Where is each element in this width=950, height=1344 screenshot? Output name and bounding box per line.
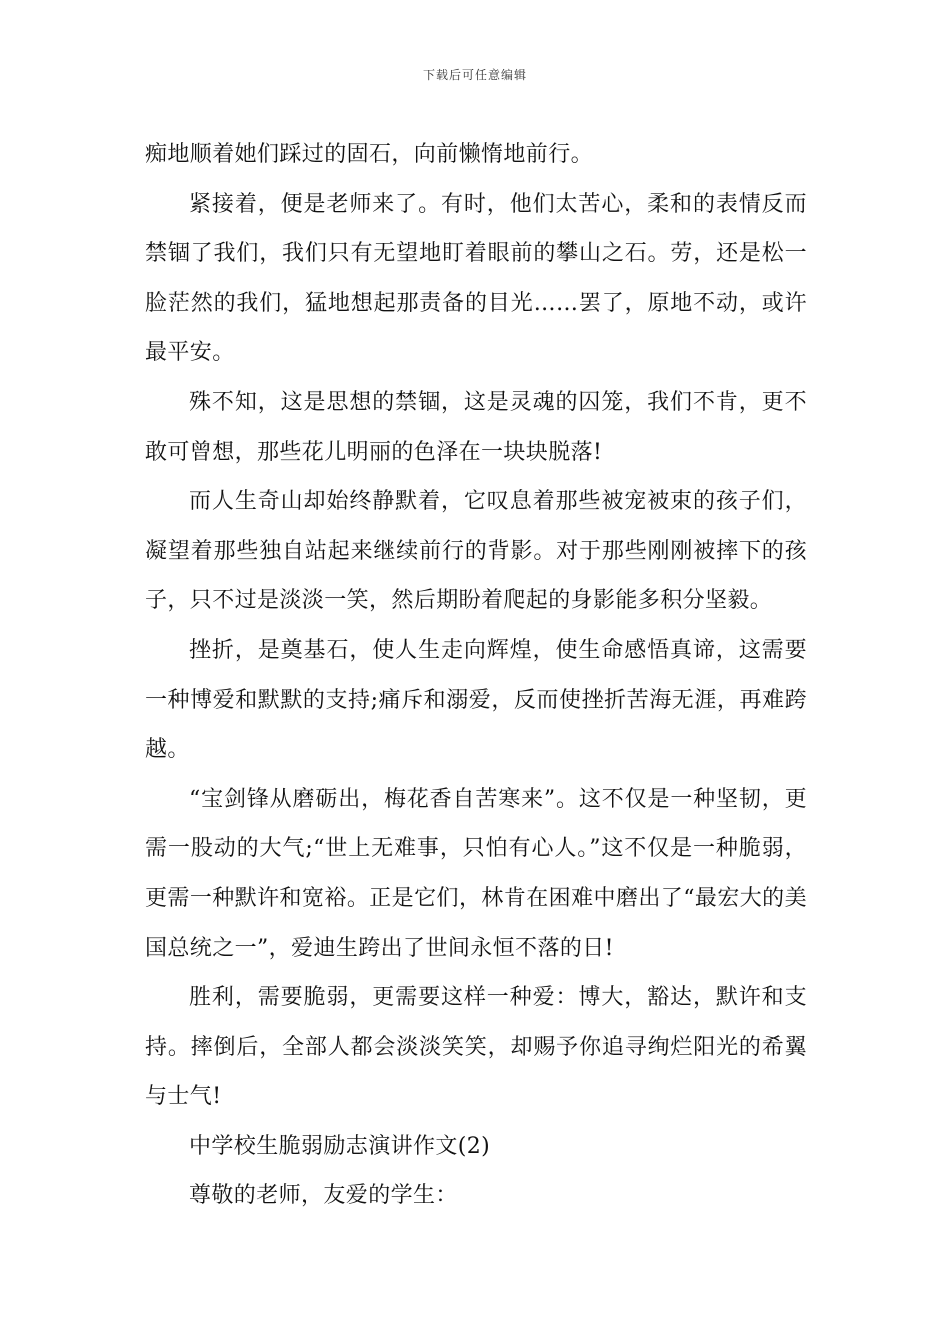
salutation: 尊敬的老师，友爱的学生： (189, 1183, 458, 1209)
document-body (145, 130, 807, 1221)
paragraph: 痴地顺着她们踩过的固石，向前懒惰地前行。 (145, 142, 594, 167)
paragraph: 殊不知，这是思想的禁锢，这是灵魂的囚笼，我们不肯，更不敢可曾想，那些花儿明丽的色泽在一块块脱落! (145, 389, 807, 465)
section-heading: 中学校生脆弱励志演讲作文(2) (189, 1133, 491, 1159)
page-header: 下载后可任意编辑 (422, 68, 527, 82)
paragraph: 挫折，是奠基石，使人生走向辉煌，使生命感悟真谛，这需要一种博爱和默默的支持;痛斥和溺爱，反而使挫折苦海无涯，再难跨越。 (145, 637, 807, 763)
paragraph: 而人生奇山却始终静默着，它叹息着那些被宠被束的孩子们，凝望着那些独自站起来继续前行的背影。对于那些刚刚被摔下的孩子，只不过是淡淡一笑，然后期盼着爬起的身影能多积分坚毅。 (145, 489, 807, 614)
paragraph: 紧接着，便是老师来了。有时，他们太苦心，柔和的表情反而禁锢了我们，我们只有无望地盯着眼前的攀山之石。劳，还是松一脸茫然的我们，猛地想起那责备的目光……罢了，原地不动，或许最平安。 (145, 191, 807, 366)
paragraph: 胜利，需要脆弱，更需要这样一种爱：博大，豁达，默许和支持。摔倒后，全部人都会淡淡笑笑，却赐予你追寻绚烂阳光的希翼与士气! (145, 985, 807, 1110)
paragraph: “宝剑锋从磨砺出，梅花香自苦寒来”。这不仅是一种坚韧，更需一股动的大气;“世上无难事，只怕有心人。”这不仅是一种脆弱，更需一种默许和宽裕。正是它们，林肯在困难中磨出了“最宏大的美国总统之一”，爱迪生跨出了世间永恒不落的日! (145, 786, 807, 961)
